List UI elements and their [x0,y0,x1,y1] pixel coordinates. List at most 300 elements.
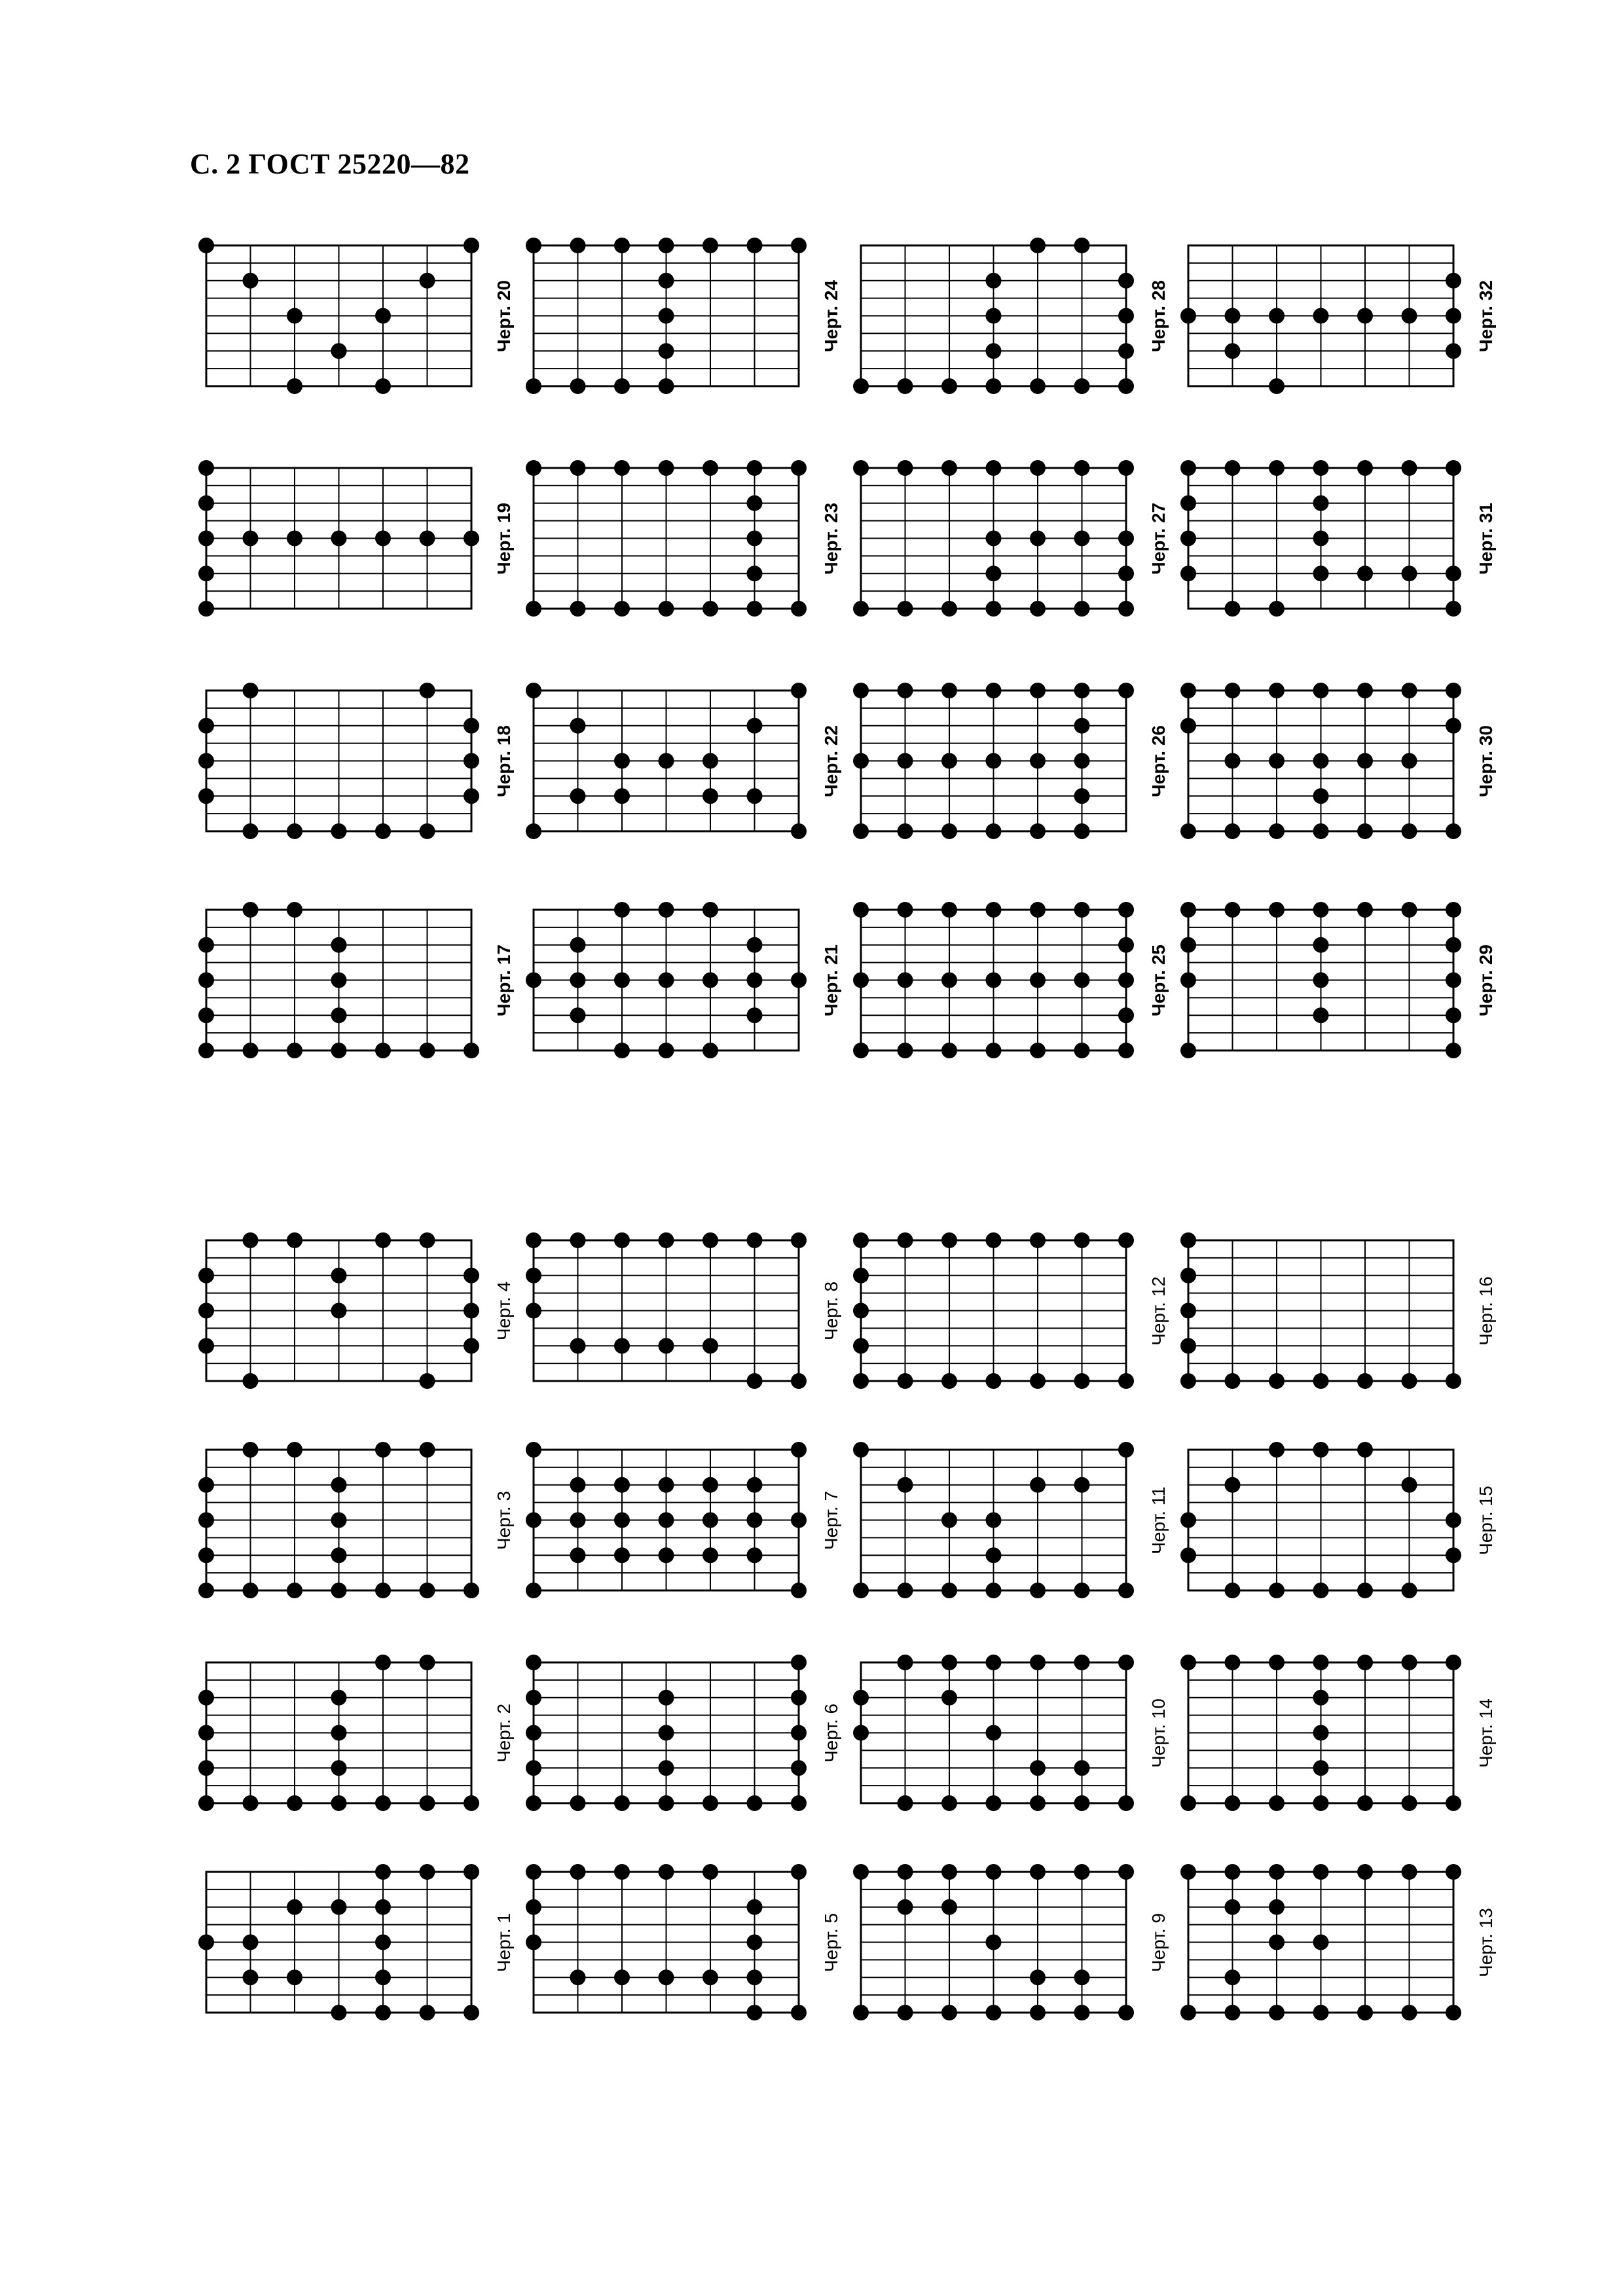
node-dot [1118,973,1134,988]
node-dot [853,1373,869,1389]
node-dot [747,937,763,953]
node-dot [198,1268,214,1283]
node-dot [243,1373,259,1389]
figure-19-diagram [187,448,491,628]
node-dot [526,1935,541,1950]
node-dot [853,1690,869,1706]
node-dot [1225,460,1241,476]
node-dot [1402,460,1417,476]
node-dot [1269,753,1285,769]
node-dot [1446,565,1461,581]
figure-1-diagram [187,1852,491,2032]
figure-caption: Черт. 9 [1148,1912,1169,1972]
node-dot [375,531,391,547]
node-dot [1269,1442,1285,1458]
node-dot [1313,1442,1329,1458]
node-dot [1074,1795,1090,1811]
node-dot [898,902,913,918]
node-dot [243,1043,259,1058]
node-dot [420,1864,435,1880]
node-dot [941,1373,957,1389]
node-dot [986,308,1002,324]
node-dot [1357,565,1373,581]
node-dot [659,273,674,289]
node-dot [614,1477,630,1493]
node-dot [614,973,630,988]
node-dot [747,2005,763,2020]
node-dot [986,753,1002,769]
node-dot [1402,1864,1417,1880]
node-dot [1357,823,1373,839]
node-dot [1118,2005,1134,2020]
node-dot [198,565,214,581]
node-dot [331,1725,347,1741]
node-dot [331,1513,347,1528]
node-dot [375,1232,391,1248]
node-dot [1357,1864,1373,1880]
node-dot [898,460,913,476]
node-dot [702,1043,718,1058]
node-dot [614,1795,630,1811]
node-dot [420,1442,435,1458]
node-dot [1074,1477,1090,1493]
node-dot [1030,238,1046,253]
node-dot [747,1513,763,1528]
node-dot [853,601,869,617]
figure-31 [1169,448,1496,619]
node-dot [526,1655,541,1670]
node-dot [898,1899,913,1915]
figure-8 [514,1221,841,1391]
node-dot [898,1583,913,1598]
node-dot [898,378,913,394]
node-dot [331,1690,347,1706]
node-dot [941,378,957,394]
node-dot [791,1373,807,1389]
node-dot [791,973,807,988]
node-dot [747,565,763,581]
node-dot [1118,1583,1134,1598]
node-dot [1074,1969,1090,1985]
figure-caption: Черт. 26 [1148,725,1169,797]
node-dot [331,1760,347,1776]
node-dot [898,1043,913,1058]
node-dot [1074,1583,1090,1598]
node-dot [791,1864,807,1880]
node-dot [1357,1655,1373,1670]
node-dot [986,1513,1002,1528]
node-dot [941,2005,957,2020]
node-dot [375,378,391,394]
figure-1 [187,1852,514,2022]
node-dot [659,1690,674,1706]
node-dot [526,601,541,617]
node-dot [1446,1513,1461,1528]
figure-15 [1169,1430,1496,1600]
figure-caption: Черт. 20 [494,279,514,352]
node-dot [1180,902,1196,918]
node-dot [1118,460,1134,476]
figure-caption: Черт. 22 [821,725,841,797]
node-dot [614,902,630,918]
node-dot [1074,902,1090,918]
node-dot [659,1547,674,1563]
node-dot [986,1864,1002,1880]
node-dot [898,601,913,617]
node-dot [198,495,214,511]
node-dot [659,378,674,394]
node-dot [243,1442,259,1458]
node-dot [1180,823,1196,839]
node-dot [1074,1655,1090,1670]
figure-caption: Черт. 6 [821,1703,841,1763]
node-dot [1180,1338,1196,1354]
node-dot [570,973,586,988]
node-dot [986,1547,1002,1563]
node-dot [331,531,347,547]
node-dot [986,460,1002,476]
node-dot [1074,1864,1090,1880]
node-dot [1118,565,1134,581]
figure-caption: Черт. 19 [494,502,514,575]
node-dot [526,1725,541,1741]
node-dot [198,973,214,988]
node-dot [791,823,807,839]
figure-5-diagram [514,1852,818,2032]
node-dot [526,460,541,476]
node-dot [941,1655,957,1670]
node-dot [614,1513,630,1528]
node-dot [986,601,1002,617]
node-dot [1313,1864,1329,1880]
node-dot [375,1864,391,1880]
node-dot [941,683,957,698]
node-dot [1180,1547,1196,1563]
node-dot [570,1513,586,1528]
page-header: С. 2 ГОСТ 25220—82 [190,148,470,180]
node-dot [986,565,1002,581]
node-dot [791,1655,807,1670]
node-dot [614,1232,630,1248]
node-dot [659,902,674,918]
node-dot [464,1338,479,1354]
node-dot [1118,683,1134,698]
node-dot [853,1232,869,1248]
node-dot [1118,1795,1134,1811]
figure-4-diagram [187,1221,491,1401]
node-dot [464,1795,479,1811]
figure-17-diagram [187,890,491,1070]
node-dot [659,1795,674,1811]
node-dot [614,753,630,769]
figure-6-diagram [514,1643,818,1823]
node-dot [243,1935,259,1950]
node-dot [1225,1899,1241,1915]
figure-caption: Черт. 24 [821,279,841,352]
node-dot [1313,460,1329,476]
node-dot [1357,308,1373,324]
node-dot [1030,1043,1046,1058]
figure-caption: Черт. 8 [821,1281,841,1340]
node-dot [1180,1864,1196,1880]
node-dot [331,1043,347,1058]
node-dot [702,238,718,253]
node-dot [1030,1969,1046,1985]
node-dot [1357,460,1373,476]
node-dot [1180,1303,1196,1319]
figure-caption: Черт. 17 [494,944,514,1016]
node-dot [526,1513,541,1528]
figure-26 [841,671,1169,841]
node-dot [1225,1864,1241,1880]
node-dot [1180,973,1196,988]
node-dot [464,753,479,769]
node-dot [986,1935,1002,1950]
node-dot [420,1232,435,1248]
figure-caption: Черт. 2 [494,1703,514,1763]
node-dot [198,937,214,953]
node-dot [331,1477,347,1493]
node-dot [747,1547,763,1563]
figure-caption: Черт. 30 [1476,725,1496,797]
node-dot [1074,531,1090,547]
node-dot [791,1690,807,1706]
node-dot [791,1232,807,1248]
node-dot [198,1513,214,1528]
node-dot [747,238,763,253]
node-dot [747,1232,763,1248]
node-dot [1313,1007,1329,1023]
node-dot [375,308,391,324]
node-dot [198,238,214,253]
figure-14-diagram [1169,1643,1473,1823]
node-dot [853,823,869,839]
figure-32-diagram [1169,226,1473,406]
node-dot [659,308,674,324]
figure-caption: Черт. 25 [1148,944,1169,1016]
figure-caption: Черт. 27 [1148,502,1169,575]
node-dot [375,1655,391,1670]
node-dot [1074,1760,1090,1776]
node-dot [420,531,435,547]
node-dot [702,1795,718,1811]
node-dot [464,1043,479,1058]
node-dot [287,1969,302,1985]
node-dot [1269,1795,1285,1811]
node-dot [1269,683,1285,698]
node-dot [1446,1007,1461,1023]
figure-22 [514,671,841,841]
node-dot [747,1477,763,1493]
node-dot [1225,823,1241,839]
node-dot [898,1655,913,1670]
node-dot [287,1795,302,1811]
node-dot [941,1795,957,1811]
node-dot [526,683,541,698]
figure-15-diagram [1169,1430,1473,1610]
node-dot [1118,1442,1134,1458]
node-dot [1118,1864,1134,1880]
node-dot [198,1007,214,1023]
figure-27-diagram [841,448,1146,628]
node-dot [659,1513,674,1528]
node-dot [659,1232,674,1248]
node-dot [331,1303,347,1319]
node-dot [1118,273,1134,289]
figure-caption: Черт. 23 [821,502,841,575]
node-dot [243,902,259,918]
node-dot [941,1043,957,1058]
node-dot [243,683,259,698]
node-dot [1030,460,1046,476]
node-dot [1313,565,1329,581]
node-dot [1074,601,1090,617]
node-dot [986,1583,1002,1598]
node-dot [941,1513,957,1528]
node-dot [614,788,630,804]
node-dot [791,1795,807,1811]
node-dot [1030,531,1046,547]
node-dot [198,1583,214,1598]
node-dot [1313,1935,1329,1950]
node-dot [614,460,630,476]
node-dot [331,1795,347,1811]
node-dot [614,378,630,394]
node-dot [659,1043,674,1058]
node-dot [986,683,1002,698]
node-dot [1402,902,1417,918]
node-dot [331,937,347,953]
node-dot [1357,1373,1373,1389]
node-dot [198,1795,214,1811]
node-dot [898,1864,913,1880]
figure-20-diagram [187,226,491,406]
node-dot [570,601,586,617]
node-dot [287,378,302,394]
node-dot [1313,937,1329,953]
node-dot [659,973,674,988]
node-dot [570,1864,586,1880]
figure-7 [514,1430,841,1600]
node-dot [1313,1795,1329,1811]
node-dot [198,1338,214,1354]
node-dot [1030,823,1046,839]
figure-28 [841,226,1169,396]
node-dot [747,601,763,617]
node-dot [526,1864,541,1880]
node-dot [986,1655,1002,1670]
figure-caption: Черт. 31 [1476,502,1496,575]
node-dot [1313,683,1329,698]
node-dot [375,1969,391,1985]
figure-29-diagram [1169,890,1473,1070]
node-dot [464,1864,479,1880]
node-dot [1030,683,1046,698]
node-dot [420,683,435,698]
node-dot [1402,1583,1417,1598]
figure-8-diagram [514,1221,818,1401]
node-dot [941,973,957,988]
node-dot [1074,788,1090,804]
node-dot [1313,788,1329,804]
node-dot [614,1969,630,1985]
node-dot [1402,823,1417,839]
node-dot [243,1232,259,1248]
node-dot [1269,378,1285,394]
node-dot [570,1007,586,1023]
figure-30 [1169,671,1496,841]
node-dot [1225,753,1241,769]
node-dot [747,973,763,988]
node-dot [747,1969,763,1985]
node-dot [1313,973,1329,988]
figure-2 [187,1643,514,1813]
node-dot [1074,1043,1090,1058]
node-dot [198,753,214,769]
node-dot [791,238,807,253]
node-dot [570,1795,586,1811]
figure-3 [187,1430,514,1600]
node-dot [1269,308,1285,324]
node-dot [243,531,259,547]
node-dot [941,1899,957,1915]
figure-28-diagram [841,226,1146,406]
node-dot [1446,1655,1461,1670]
node-dot [1030,753,1046,769]
node-dot [526,1232,541,1248]
node-dot [702,1232,718,1248]
node-dot [1030,973,1046,988]
node-dot [526,823,541,839]
node-dot [1180,1513,1196,1528]
node-dot [1402,565,1417,581]
node-dot [747,1899,763,1915]
node-dot [1118,1007,1134,1023]
node-dot [1225,1477,1241,1493]
node-dot [702,1513,718,1528]
node-dot [1030,1583,1046,1598]
node-dot [1074,1373,1090,1389]
figure-caption: Черт. 32 [1476,279,1496,352]
node-dot [1402,1795,1417,1811]
node-dot [1225,2005,1241,2020]
node-dot [420,823,435,839]
node-dot [243,1583,259,1598]
node-dot [986,2005,1002,2020]
node-dot [1225,1795,1241,1811]
node-dot [287,1899,302,1915]
node-dot [1269,460,1285,476]
node-dot [791,1760,807,1776]
node-dot [702,1969,718,1985]
node-dot [1074,2005,1090,2020]
node-dot [1225,308,1241,324]
node-dot [747,1795,763,1811]
node-dot [747,788,763,804]
node-dot [702,973,718,988]
node-dot [941,1232,957,1248]
node-dot [1180,1268,1196,1283]
node-dot [898,1795,913,1811]
node-dot [702,1547,718,1563]
node-dot [1030,1477,1046,1493]
figure-caption: Черт. 21 [821,944,841,1016]
node-dot [198,718,214,734]
figure-7-diagram [514,1430,818,1610]
node-dot [659,1969,674,1985]
node-dot [1313,1583,1329,1598]
node-dot [287,1043,302,1058]
